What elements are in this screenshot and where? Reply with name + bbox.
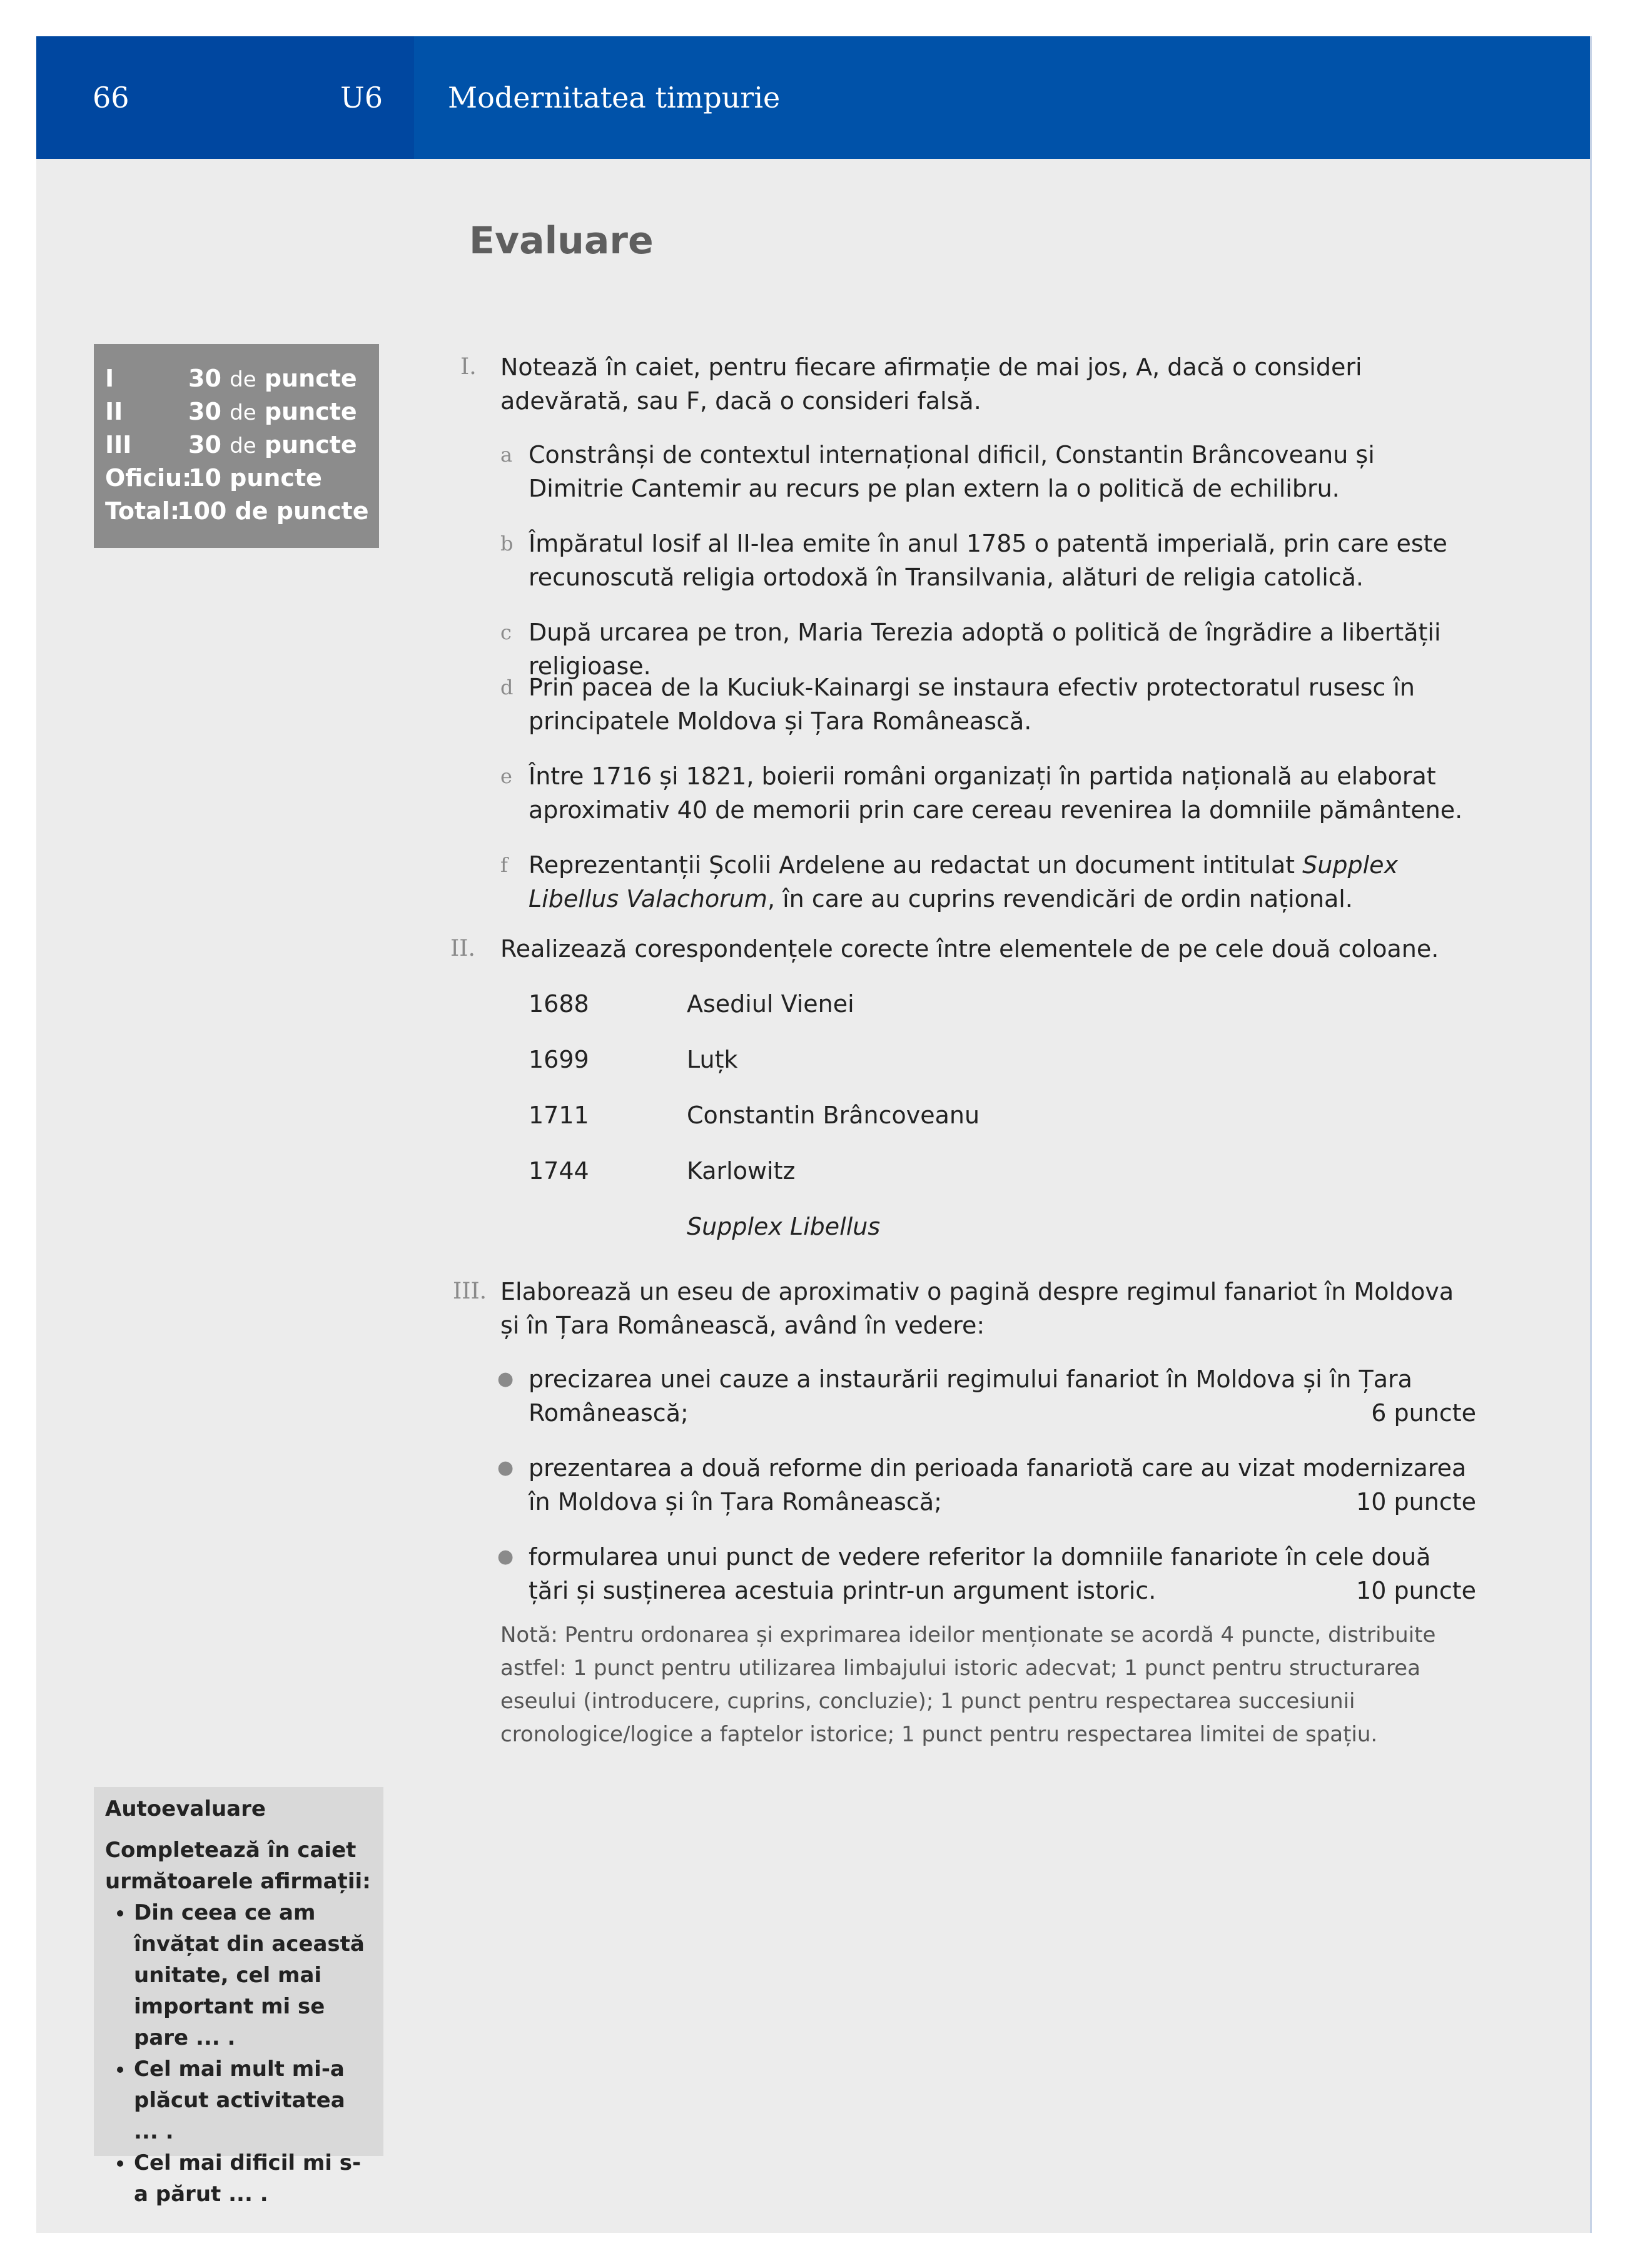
requirement-points: 6 puncte — [1371, 1399, 1476, 1427]
event-item: Supplex Libellus — [687, 1213, 881, 1240]
statement-text: Prin pacea de la Kuciuk-Kainargi se instaura efectiv protectoratul rusesc în principatele Moldova și Țara Românească. — [529, 674, 1415, 735]
event-item: Luțk — [687, 1046, 738, 1073]
essay-requirement — [438, 1451, 1476, 1519]
bullet-icon: ● — [497, 1546, 514, 1567]
essay-requirement — [438, 1540, 1476, 1607]
page-header — [36, 36, 1590, 159]
requirement-points: 10 puncte — [1356, 1488, 1476, 1516]
statement-letter: b — [500, 532, 514, 555]
event-item: Asediul Vienei — [687, 990, 854, 1018]
statement-text: Împăratul Iosif al II-lea emite în anul 1785 o patentă imperială, prin care este recunoscută religia ortodoxă în Transilvania, alături de religia catolică. — [529, 530, 1447, 591]
score-label: I — [105, 365, 114, 392]
statement-letter: e — [500, 764, 512, 788]
score-points: 30 de puncte — [188, 431, 357, 458]
statement-letter: a — [500, 443, 513, 467]
note-label: Notă: — [500, 1623, 558, 1648]
event-item: Karlowitz — [687, 1157, 796, 1185]
score-label: Total: — [105, 497, 180, 525]
question-number: III. — [453, 1278, 487, 1304]
chapter-title: Modernitatea timpurie — [448, 81, 781, 114]
question-number: II. — [450, 936, 475, 961]
score-box — [94, 344, 379, 548]
date-item: 1699 — [529, 1046, 589, 1073]
date-item: 1711 — [529, 1101, 589, 1129]
self-assessment-item: • Cel mai dificil mi s-a părut ... . — [134, 2147, 372, 2210]
grading-note — [500, 1619, 1476, 1751]
statement-text: După urcarea pe tron, Maria Terezia adoptă o politică de îngrădire a libertății religioase. — [529, 619, 1441, 680]
score-points: 30 de puncte — [188, 398, 357, 425]
date-item: 1744 — [529, 1157, 589, 1185]
score-points: 30 de puncte — [188, 365, 357, 392]
self-assessment-title: Autoevaluare — [105, 1796, 266, 1821]
self-assessment-list — [105, 1897, 372, 2210]
score-label: III — [105, 431, 132, 458]
unit-label: U6 — [340, 81, 383, 114]
requirement-text: formularea unui punct de vedere referitor la domniile fanariote în cele două țări și susținerea acestuia printr-un argument istoric. — [529, 1543, 1431, 1604]
statement-text: Reprezentanții Școlii Ardelene au redactat un document intitulat Supplex Libellus Valachorum, în care au cuprins revendicări de ordin național. — [529, 851, 1398, 913]
requirement-text: precizarea unei cauze a instaurării regimului fanariot în Moldova și în Țara Românească; — [529, 1365, 1412, 1427]
statement-letter: d — [500, 676, 514, 699]
score-points: 10 puncte — [188, 464, 322, 492]
note-text: Pentru ordonarea și exprimarea ideilor menționate se acordă 4 puncte, distribuite astfel: 1 punct pentru utilizarea limbajului istoric adecvat; 1 punct pentru structurarea eseului (introducere, cuprins, concluzie); 1 punct pentru respectarea succesiunii cronologice/logice a faptelor istorice; 1 punct pentru respectarea limitei de spațiu. — [500, 1623, 1436, 1747]
question-text: Realizează corespondențele corecte între elementele de pe cele două coloane. — [500, 935, 1439, 963]
question-text: Elaborează un eseu de aproximativ o pagină despre regimul fanariot în Moldova și în Țara Românească, având în vedere: — [500, 1278, 1454, 1339]
score-label: Oficiu: — [105, 464, 192, 492]
question-text: Notează în caiet, pentru fiecare afirmație de mai jos, A, dacă o consideri adevărată, sau F, dacă o consideri falsă. — [500, 353, 1362, 415]
self-assessment-intro: Completează în caiet următoarele afirmații: — [105, 1838, 371, 1894]
statement-letter: f — [500, 853, 508, 877]
bullet-icon: ● — [497, 1457, 514, 1479]
statement-text: Între 1716 și 1821, boierii români organizați în partida națională au elaborat aproximativ 40 de memorii prin care cereau revenirea la domniile pământene. — [529, 762, 1463, 824]
essay-requirement — [438, 1362, 1476, 1430]
event-item: Constantin Brâncoveanu — [687, 1101, 980, 1129]
requirement-text: prezentarea a două reforme din perioada fanariotă care au vizat modernizarea în Moldova și în Țara Românească; — [529, 1454, 1467, 1516]
matching-columns — [438, 987, 1476, 1240]
requirement-points: 10 puncte — [1356, 1577, 1476, 1604]
score-points: 100 de puncte — [177, 497, 369, 525]
self-assessment-item: • Din ceea ce am învățat din această unitate, cel mai important mi se pare ... . — [134, 1897, 372, 2053]
self-assessment-item: • Cel mai mult mi-a plăcut activitatea ... . — [134, 2053, 372, 2147]
statement-text: Constrânși de contextul internațional dificil, Constantin Brâncoveanu și Dimitrie Cantemir au recurs pe plan extern la o politică de echilibru. — [529, 441, 1375, 502]
statement-letter: c — [500, 620, 512, 644]
page-title: Evaluare — [469, 219, 654, 263]
page-number: 66 — [93, 81, 129, 114]
question-number: I. — [460, 354, 477, 380]
score-label: II — [105, 398, 123, 425]
date-item: 1688 — [529, 990, 589, 1018]
self-assessment-box — [94, 1787, 383, 2207]
bullet-icon: ● — [497, 1368, 514, 1390]
